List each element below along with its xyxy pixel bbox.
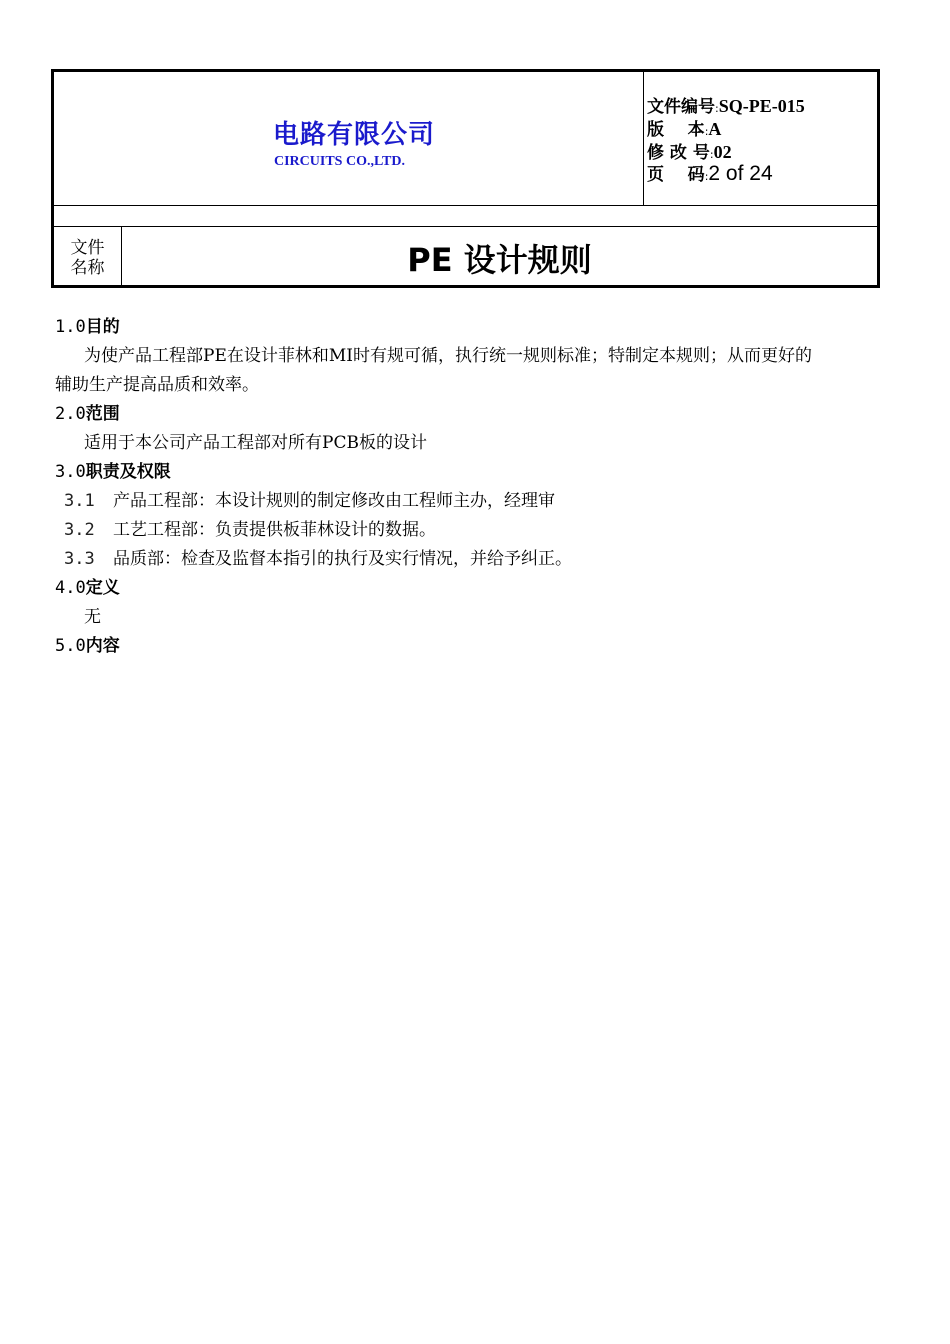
- info-value: SQ-PE-015: [718, 96, 805, 116]
- section-text: 为使产品工程部PE在设计菲林和MI时有规可循，执行统一规则标准；特制定本规则；从而更好的: [84, 346, 812, 366]
- section-text: 适用于本公司产品工程部对所有PCB板的设计: [84, 433, 427, 453]
- document-title: PE 设计规则: [407, 240, 592, 279]
- document-name-label: 文件名称: [54, 227, 122, 288]
- section-text: 无: [84, 607, 101, 627]
- info-label: 页 码: [647, 165, 705, 185]
- section-text: 辅助生产提高品质和效率。: [55, 375, 259, 395]
- info-value: 2 of 24: [708, 162, 773, 185]
- document-info-cell: [644, 72, 880, 205]
- section-heading-content: 5.0内容: [55, 636, 120, 656]
- info-label: 修 改 号: [647, 143, 710, 163]
- company-name-chinese: 电路有限公司: [273, 120, 436, 150]
- section-heading-scope: 2.0范围: [55, 404, 120, 424]
- responsibility-item: 3.3 品质部：检查及监督本指引的执行及实行情况，并给予纠正。: [64, 549, 572, 569]
- info-label: 文件编号: [647, 97, 715, 117]
- info-row-page: 页 码:2 of 24: [647, 162, 773, 185]
- info-value: A: [708, 119, 722, 139]
- section-heading-definitions: 4.0定义: [55, 578, 120, 598]
- info-row-revision: 修 改 号:02: [647, 142, 732, 163]
- responsibility-item: 3.2 工艺工程部：负责提供板菲林设计的数据。: [64, 520, 436, 540]
- document-header-table: [51, 69, 880, 288]
- company-cell: [54, 72, 644, 205]
- info-value: 02: [713, 142, 732, 162]
- info-label: 版 本: [647, 120, 705, 140]
- header-spacer-row: [54, 205, 877, 227]
- document-body: [55, 313, 885, 661]
- section-heading-responsibilities: 3.0职责及权限: [55, 462, 171, 482]
- info-row-doc-number: 文件编号:SQ-PE-015: [647, 96, 805, 117]
- responsibility-item: 3.1 产品工程部：本设计规则的制定修改由工程师主办，经理审: [64, 491, 555, 511]
- info-row-version: 版 本:A: [647, 119, 722, 140]
- company-name-english: CIRCUITS CO.,LTD.: [274, 154, 405, 169]
- section-heading-purpose: 1.0目的: [55, 317, 120, 337]
